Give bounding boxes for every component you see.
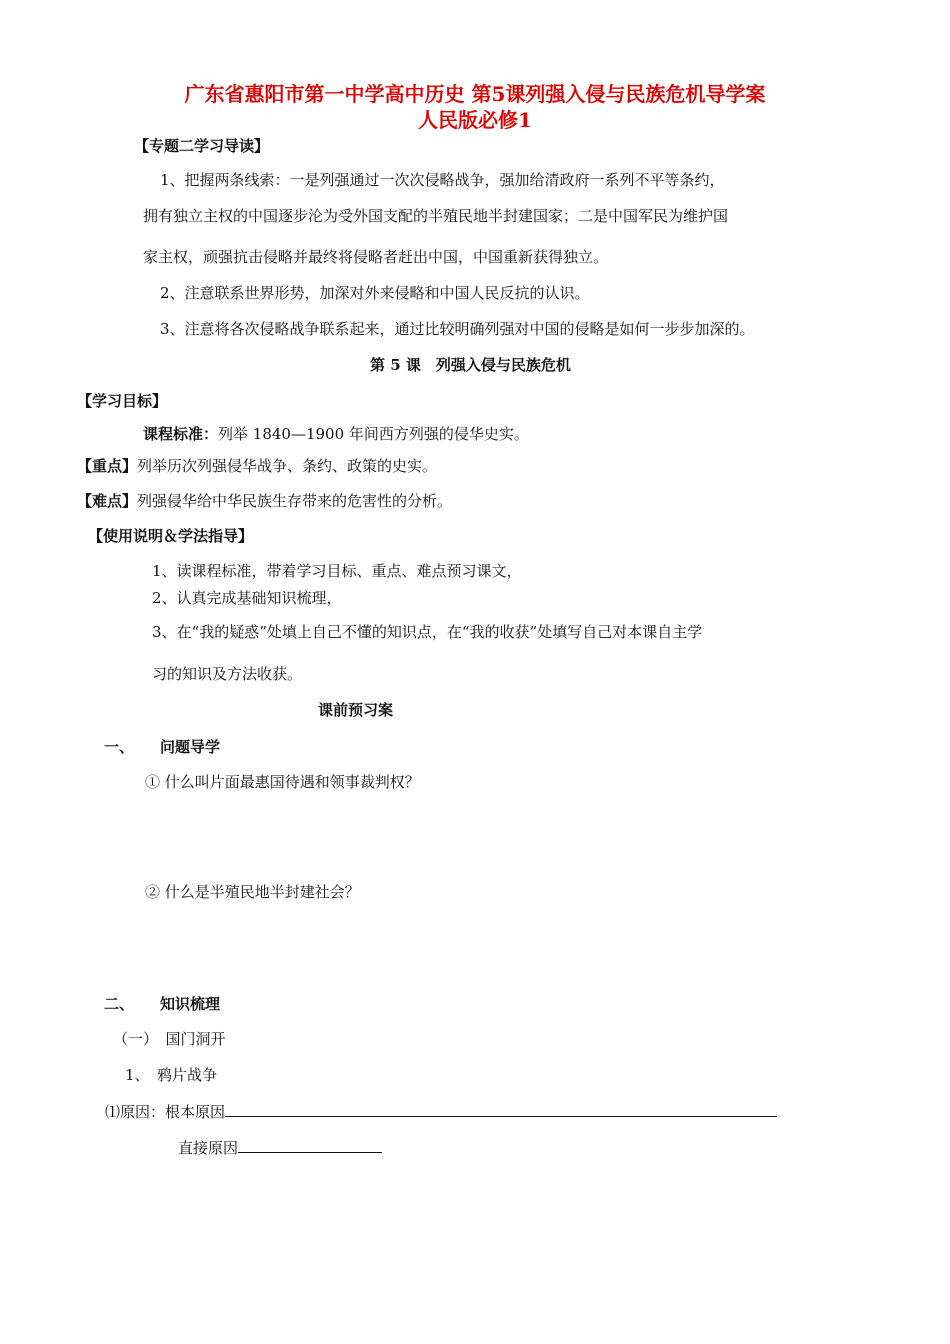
difficulty-point	[77, 490, 452, 511]
course-standard-label: 课程标准：	[143, 425, 219, 443]
instructions-item1: 1、读课程标准，带着学习目标、重点、难点预习课文，	[152, 562, 522, 580]
section1-number: 一、	[104, 738, 135, 756]
section2-title: 知识梳理	[160, 995, 221, 1013]
topic-guide-item1-line3: 家主权，顽强抗击侵略并最终将侵略者赶出中国，中国重新获得独立。	[143, 248, 609, 266]
subsection-1: （一） 国门洞开	[113, 1030, 226, 1048]
instructions-item2: 2、认真完成基础知识梳理，	[152, 589, 342, 607]
topic-guide-heading: 【专题二学习导读】	[134, 137, 270, 155]
course-standard-text: 列举 1840—1900 年间西方列强的侵华史实。	[218, 425, 529, 443]
difficulty-point-text: 列强侵华给中华民族生存带来的危害性的分析。	[137, 492, 453, 510]
topic-guide-item1-line2: 拥有独立主权的中国逐步沦为受外国支配的半殖民地半封建国家；二是中国军民为维护国	[143, 207, 729, 225]
topic-guide-item1-line1: 1、把握两条线索：一是列强通过一次次侵略战争，强加给清政府一系列不平等条约，	[160, 171, 725, 189]
subsection-1-item1: 1、 鸦片战争	[125, 1066, 218, 1084]
section2-number: 二、	[104, 995, 135, 1013]
objectives-heading: 【学习目标】	[77, 392, 168, 410]
key-point-label: 【重点】	[77, 457, 138, 475]
question-1: ① 什么叫片面最惠国待遇和领事裁判权？	[145, 773, 420, 791]
topic-guide-item2: 2、注意联系世界形势，加深对外来侵略和中国人民反抗的认识。	[160, 284, 590, 302]
cause-label: ⑴原因：根本原因	[105, 1103, 226, 1121]
section1-title: 问题导学	[160, 738, 221, 756]
key-point-text: 列举历次列强侵华战争、条约、政策的史实。	[137, 457, 438, 475]
instructions-item3-line2: 习的知识及方法收获。	[152, 665, 303, 683]
cause-row	[105, 1100, 777, 1122]
difficulty-point-label: 【难点】	[77, 492, 138, 510]
course-standard	[143, 423, 529, 444]
document-title-line2: 人民版必修1	[418, 108, 532, 132]
document-title-line1: 广东省惠阳市第一中学高中历史 第5课列强入侵与民族危机导学案	[184, 82, 766, 106]
lesson-title: 第 5 课 列强入侵与民族危机	[370, 356, 571, 374]
root-cause-blank[interactable]	[225, 1100, 777, 1117]
question-2: ② 什么是半殖民地半封建社会？	[145, 883, 360, 901]
topic-guide-item3: 3、注意将各次侵略战争联系起来，通过比较明确列强对中国的侵略是如何一步步加深的。	[160, 320, 755, 338]
instructions-item3-line1: 3、在“我的疑惑”处填上自己不懂的知识点，在“我的收获”处填写自己对本课自主学	[152, 623, 703, 641]
direct-cause-blank[interactable]	[238, 1136, 382, 1153]
key-point	[77, 455, 437, 476]
preview-heading: 课前预习案	[318, 701, 394, 719]
instructions-heading: 【使用说明＆学法指导】	[88, 527, 254, 545]
direct-cause-row	[178, 1136, 382, 1158]
direct-cause-label: 直接原因	[178, 1139, 239, 1157]
